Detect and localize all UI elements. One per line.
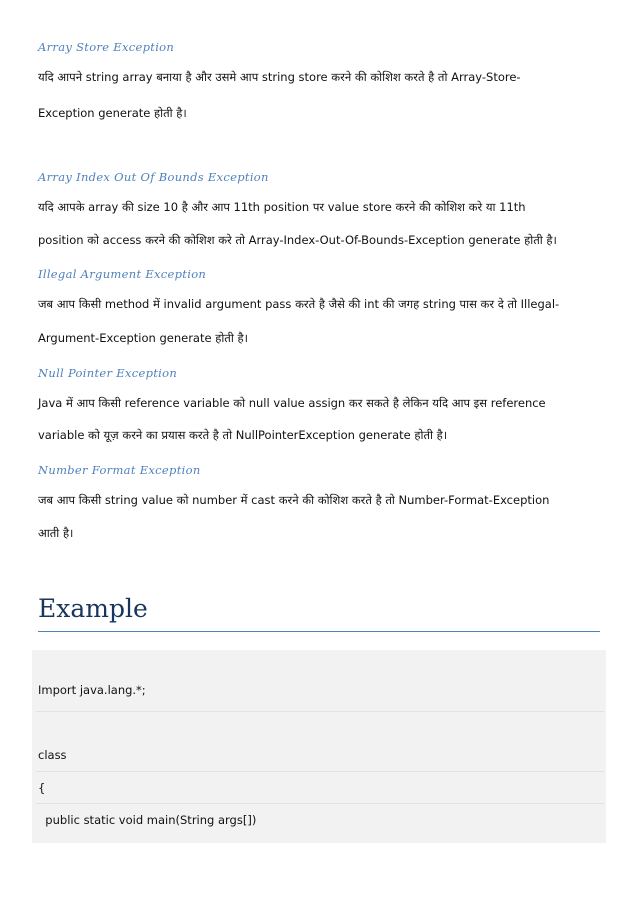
section-text-line: जब आप किसी string value को number में cast करने की कोशिश करते है तो Number-Format-Exception	[38, 493, 550, 507]
section-text-line: Exception generate होती है।	[38, 106, 187, 120]
code-line: {	[38, 781, 46, 795]
section-text-line: यदि आपने string array बनाया है और उसमे आप string store करने की कोशिश करते है तो Array-Store-	[38, 70, 521, 84]
code-divider	[36, 771, 604, 772]
section-text-line: position को access करने की कोशिश करे तो Array-Index-Out-Of-Bounds-Exception generate होती है।	[38, 233, 557, 247]
section-heading-illegal-argument: Illegal Argument Exception	[38, 267, 207, 281]
example-title-underline	[38, 631, 600, 632]
code-divider	[36, 711, 604, 712]
code-line: public static void main(String args[])	[38, 813, 257, 827]
code-line: class	[38, 748, 67, 762]
section-text-line: Java में आप किसी reference variable को null value assign कर सकते है लेकिन यदि आप इस reference	[38, 396, 546, 410]
section-text-line: आती है।	[38, 526, 74, 540]
section-heading-null-pointer: Null Pointer Exception	[38, 366, 178, 380]
section-heading-number-format: Number Format Exception	[38, 463, 201, 477]
section-text-line: यदि आपके array की size 10 है और आप 11th position पर value store करने की कोशिश करे या 11th	[38, 200, 526, 214]
section-heading-array-store: Array Store Exception	[38, 40, 175, 54]
code-line: Import java.lang.*;	[38, 683, 146, 697]
section-text-line: variable को यूज़ करने का प्रयास करते है तो NullPointerException generate होती है।	[38, 428, 448, 442]
code-divider	[36, 803, 604, 804]
section-text-line: जब आप किसी method में invalid argument pass करते है जैसे की int की जगह string पास कर दे तो Illegal-	[38, 297, 560, 311]
section-heading-array-index: Array Index Out Of Bounds Exception	[38, 170, 269, 184]
example-title: Example	[38, 594, 148, 623]
section-text-line: Argument-Exception generate होती है।	[38, 331, 248, 345]
